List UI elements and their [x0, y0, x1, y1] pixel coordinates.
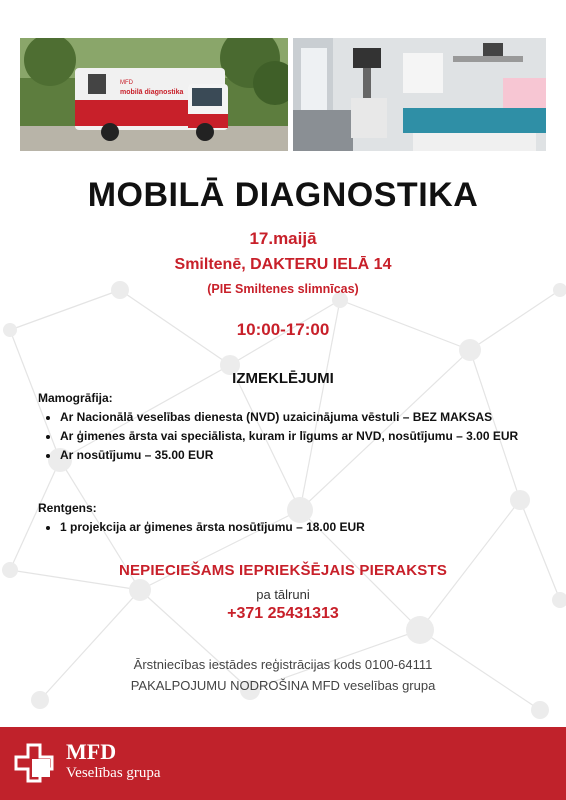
phone-label: pa tālruni [256, 587, 310, 602]
mamography-section [38, 391, 548, 466]
registration-code: Ārstniecības iestādes reģistrācijas kods 0100-64111 [133, 657, 433, 672]
event-location: Smiltenē, DAKTERU IELĀ 14 [174, 256, 392, 273]
list-item: • 1 projekcija ar ģimenes ārsta nosūtījumu – 18.00 EUR [60, 519, 548, 536]
footer-bar [0, 727, 566, 800]
appointment-notice: NEPIECIEŠAMS IEPRIEKŠĒJAIS PIERAKSTS [118, 562, 448, 579]
list-item: • Ar nosūtījumu – 35.00 EUR [60, 447, 548, 464]
list-item: • Ar Nacionālā veselības dienesta (NVD) uzaicinājuma vēstuli – BEZ MAKSAS [60, 409, 548, 426]
exams-heading: IZMEKLĒJUMI [232, 370, 334, 387]
xray-section [38, 501, 548, 538]
truck-label-text: mobilā diagnostika [120, 89, 184, 96]
brand-subtitle: Veselības grupa [66, 765, 161, 781]
event-hours: 10:00-17:00 [236, 320, 330, 339]
brand-name: MFD [66, 739, 117, 764]
event-date: 17.maijā [249, 229, 317, 248]
truck-photo [20, 38, 288, 151]
mamography-title: Mamogrāfija: [38, 391, 113, 405]
truck-label-mfd: MFD [120, 80, 133, 86]
xray-list [38, 519, 548, 536]
exam-room-photo [293, 38, 546, 151]
xray-title: Rentgens: [38, 501, 97, 515]
medical-cross-logo-icon [14, 743, 54, 785]
list-item: • Ar ģimenes ārsta vai speciālista, kuram ir līgums ar NVD, nosūtījumu – 3.00 EUR [60, 428, 548, 445]
service-provider: PAKALPOJUMU NODROŠINA MFD veselības grupa [130, 678, 436, 693]
mamography-list [38, 409, 548, 464]
event-location-note: (PIE Smiltenes slimnīcas) [207, 282, 359, 296]
phone-number[interactable]: +371 25431313 [227, 605, 339, 622]
page-title: MOBILĀ DIAGNOSTIKA [87, 176, 479, 214]
